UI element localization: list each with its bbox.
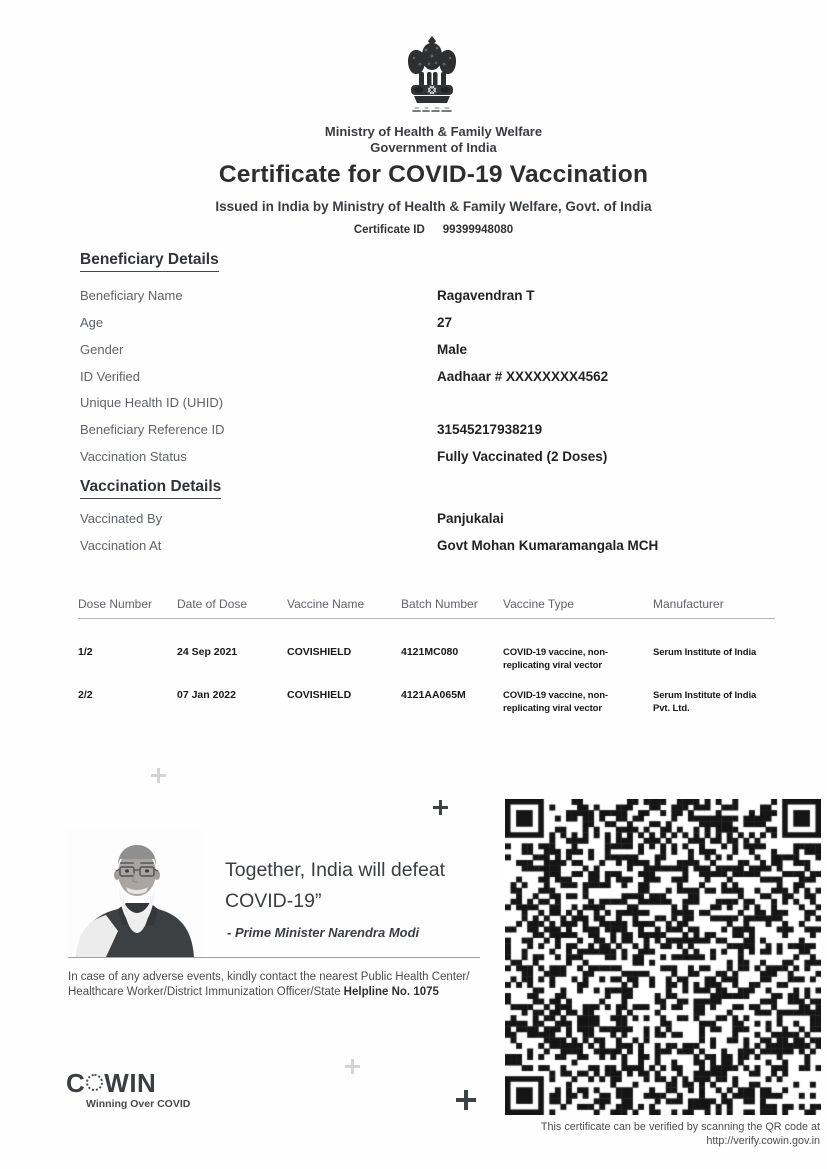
- col-date-of-dose: Date of Dose: [177, 597, 248, 611]
- field-label: Beneficiary Name: [80, 288, 183, 303]
- certificate-title: Certificate for COVID-19 Vaccination: [218, 161, 649, 188]
- cell-date: 24 Sep 2021: [177, 646, 238, 658]
- banner-quote-line2: COVID-19”: [225, 890, 322, 912]
- field-label: ID Verified: [80, 369, 140, 384]
- registration-cross-icon: [456, 1090, 476, 1110]
- cowin-tagline: Winning Over COVID: [86, 1098, 191, 1110]
- field-value: Fully Vaccinated (2 Doses): [437, 449, 608, 464]
- certificate-id-label: Certificate ID: [353, 224, 425, 236]
- notice-text: In case of any adverse events, kindly contact the nearest Public Health Center/ Healthcare Worker/District Immunization Officer/State: [68, 971, 470, 998]
- verify-line2: http://verify.cowin.gov.in: [706, 1135, 820, 1147]
- cell-type: COVID-19 vaccine, non-replicating viral vector: [503, 690, 608, 714]
- registration-cross-icon: [151, 768, 166, 783]
- field-value: Ragavendran T: [437, 288, 535, 303]
- banner-quote-line1: Together, India will defeat: [225, 859, 446, 881]
- certificate-subtitle: Issued in India by Ministry of Health & Family Welfare, Govt. of India: [215, 199, 652, 214]
- ministry-line: Ministry of Health & Family Welfare: [324, 124, 543, 139]
- field-beneficiary-name: [80, 288, 720, 303]
- banner-attribution: - Prime Minister Narendra Modi: [227, 925, 420, 940]
- cell-date: 07 Jan 2022: [177, 689, 236, 701]
- field-label: Vaccination Status: [80, 449, 187, 464]
- cell-manufacturer: Serum Institute of India Pvt. Ltd.: [653, 690, 757, 714]
- globe-icon: [86, 1074, 103, 1091]
- col-vaccine-type: Vaccine Type: [503, 597, 574, 611]
- field-value: 27: [437, 315, 453, 330]
- field-label: Age: [80, 315, 104, 330]
- qr-code: [505, 799, 821, 1115]
- qr-verify-text: [420, 1120, 820, 1148]
- cell-manufacturer: Serum Institute of India: [653, 647, 757, 658]
- field-label: Vaccination At: [80, 538, 162, 553]
- vaccination-details-heading: Vaccination Details: [80, 478, 221, 499]
- table-row: [78, 646, 775, 672]
- cell-dose: 2/2: [78, 689, 93, 701]
- field-value: [437, 395, 720, 410]
- field-vaccinated-by: [80, 511, 720, 526]
- field-id-verified: [80, 369, 720, 384]
- col-manufacturer: Manufacturer: [653, 597, 724, 611]
- dose-table-header: [78, 597, 775, 611]
- cell-dose: 1/2: [78, 646, 93, 658]
- col-batch-number: Batch Number: [401, 597, 478, 611]
- table-row: [78, 689, 775, 715]
- verify-line1: This certificate can be verified by scanning the QR code at: [540, 1121, 820, 1133]
- cell-type: COVID-19 vaccine, non-replicating viral vector: [503, 647, 608, 671]
- field-age: [80, 315, 720, 330]
- cowin-logo: [66, 1068, 156, 1099]
- field-label: Gender: [80, 342, 124, 357]
- india-national-emblem-icon: [399, 34, 465, 120]
- field-value: 31545217938219: [437, 422, 543, 437]
- cell-vaccine: COVISHIELD: [287, 689, 352, 701]
- table-header-rule: [78, 618, 775, 619]
- pm-modi-photo: [66, 829, 203, 957]
- helpline-number: Helpline No. 1075: [343, 986, 439, 998]
- government-line: Government of India: [370, 140, 497, 155]
- dose-table: [78, 597, 775, 715]
- field-value: Aadhaar # XXXXXXXX4562: [437, 369, 609, 384]
- field-label: Vaccinated By: [80, 511, 163, 526]
- banner-divider: [68, 957, 480, 958]
- field-label: Unique Health ID (UHID): [80, 395, 224, 410]
- cowin-logo-win: WIN: [104, 1068, 157, 1098]
- cell-vaccine: COVISHIELD: [287, 646, 352, 658]
- field-value: Govt Mohan Kumaramangala MCH: [437, 538, 659, 553]
- adverse-events-notice: [68, 970, 478, 1000]
- col-dose-number: Dose Number: [78, 597, 153, 611]
- field-value: Male: [437, 342, 468, 357]
- field-value: Panjukalai: [437, 511, 504, 526]
- field-gender: [80, 342, 720, 357]
- field-label: Beneficiary Reference ID: [80, 422, 225, 437]
- col-vaccine-name: Vaccine Name: [287, 597, 365, 611]
- field-vaccination-status: [80, 449, 720, 464]
- field-uhid: [80, 395, 720, 410]
- beneficiary-details-heading: Beneficiary Details: [80, 251, 219, 272]
- certificate-id: [40, 224, 827, 236]
- cell-batch: 4121AA065M: [401, 689, 466, 701]
- registration-cross-icon: [433, 800, 448, 815]
- field-reference-id: [80, 422, 720, 437]
- registration-cross-icon: [345, 1059, 360, 1074]
- field-vaccination-at: [80, 538, 720, 553]
- cell-batch: 4121MC080: [401, 646, 459, 658]
- certificate-id-value: 99399948080: [442, 224, 514, 236]
- cowin-logo-c: C: [66, 1068, 86, 1098]
